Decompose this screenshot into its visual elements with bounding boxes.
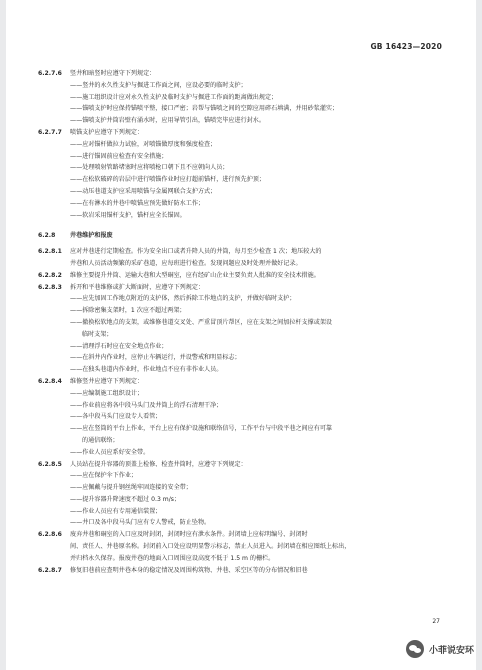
watermark-text: 小菲说安环 bbox=[428, 645, 474, 656]
list-item: ——动压巷道支护应采用喷锚与金属网联合支护方式； bbox=[70, 187, 217, 195]
clause-number: 6.2.8.4 bbox=[38, 377, 62, 385]
list-item: ——拆除密集支架时，1 次应不超过两架； bbox=[70, 307, 186, 315]
list-item: ——各中段马头门应设专人看管； bbox=[70, 413, 162, 421]
clause-line bbox=[38, 127, 442, 139]
list-item: ——应佩戴与提升钢丝绳牢固连接的安全带； bbox=[70, 484, 192, 492]
list-item: ——锚喷支护时应保持锚喷平整，接口严密；岩帮与锚喷之间的空隙应用碎石填满，并用砂浆灌实； bbox=[70, 105, 339, 113]
clause-line bbox=[38, 459, 442, 471]
clause-number: 6.2.8.7 bbox=[38, 566, 62, 574]
clause-number: 6.2.8.2 bbox=[38, 271, 62, 279]
list-item: ——在斜井内作业时，应停止车辆运行，并设警戒和明显标志； bbox=[70, 354, 241, 362]
wechat-icon bbox=[406, 640, 424, 658]
clause-text: 修复旧巷前应查明井巷本身的稳定情况及周围构筑物、井巷、采空区等的分布情况和旧巷 bbox=[70, 566, 308, 574]
list-item: ——锚喷支护井筒岩壁有涌水时，应用导管引出，锚喷完毕应进行封水。 bbox=[70, 117, 265, 125]
clause-text: 应对井巷进行定期检查。作为安全出口或者升降人员的井筒，每月至少检查 1 次；地压较大的 bbox=[70, 248, 322, 256]
continuation-line: 井巷和人员活动频繁的采矿巷道，应每班进行检查。发现问题应及时处理并做好记录。 bbox=[70, 259, 302, 267]
list-item: ——应先加固工作地点附近的支护体，然后拆除工作地点的支护，并做好临时支护； bbox=[70, 295, 296, 303]
list-item: ——作业人员应系好安全带。 bbox=[70, 448, 150, 456]
clause-line bbox=[38, 565, 442, 577]
list-item: ——应对锚杆做拉力试验，对喷锚做厚度和强度检查； bbox=[70, 140, 217, 148]
list-item: ——应在保护伞下作业； bbox=[70, 472, 138, 480]
clause-line bbox=[38, 270, 442, 282]
list-item: ——在独头巷道内作业时，作业地点不应有非作业人员。 bbox=[70, 366, 223, 374]
page-number: 27 bbox=[432, 618, 440, 625]
list-item: ——作业人员应有专用通信装置； bbox=[70, 507, 162, 515]
list-item: ——处理喷射管路堵塞时应将喷枪口朝下且不应朝向人员； bbox=[70, 164, 229, 172]
list-item: ——在有淋水的井巷中喷锚应预先做好防水工作； bbox=[70, 199, 205, 207]
list-item: ——井口及各中段马头门应有专人警戒，防止坠物。 bbox=[70, 519, 211, 527]
clause-number: 6.2.7.7 bbox=[38, 128, 62, 136]
list-item: ——应编制施工组织设计； bbox=[70, 389, 144, 397]
document-page bbox=[6, 0, 476, 670]
clause-number: 6.2.8.6 bbox=[38, 531, 62, 539]
clause-number: 6.2.8.3 bbox=[38, 283, 62, 291]
list-item: ——施工组织设计应对永久性支护及临时支护与掘进工作面的距离做出规定； bbox=[70, 93, 278, 101]
clause-number: 6.2.8.5 bbox=[38, 460, 62, 468]
clause-text: 维修竖井应遵守下列规定： bbox=[70, 377, 144, 385]
clause-text: 人员站在提升容器的顶盖上检修、检查井筒时，应遵守下列规定： bbox=[70, 460, 247, 468]
clause-line bbox=[38, 282, 442, 294]
clause-text: 竖井和暗竖时应遵守下列规定： bbox=[70, 70, 156, 77]
clause-text: 维修主要提升井筒、运输大巷和大型硐室，应有经矿山企业主要负责人批准的安全技术措施。 bbox=[70, 271, 320, 279]
clause-text: 拆开和平巷维修或扩大断面时，应遵守下列规定： bbox=[70, 283, 205, 291]
clause-text: 喷锚支护应遵守下列规定： bbox=[70, 128, 144, 136]
continuation-line: 间、责任人、井巷原名称。封闭前入口处应设明显警示标志，禁止人员进入。封闭墙在相应图纸上标出， bbox=[70, 543, 351, 551]
document-body bbox=[38, 68, 442, 576]
list-item: ——撤换松软地点的支架，或维修巷道交叉处、严重冒顶片帮区，应在支架之间加拉杆支撑或架设 bbox=[70, 318, 333, 326]
clause-number: 6.2.8.1 bbox=[38, 248, 62, 256]
continuation-line: 的通信联络； bbox=[82, 436, 119, 444]
clause-text: 井巷维护和报废 bbox=[70, 232, 113, 240]
clause-line bbox=[38, 68, 442, 80]
clause-number: 6.2.7.6 bbox=[38, 70, 62, 77]
list-item: ——作业前应将各中段马头门及井筒上的浮石清理干净； bbox=[70, 401, 223, 409]
list-item: ——提升容器升降速度不超过 0.3 m/s； bbox=[70, 495, 181, 503]
list-item: ——应在竖筒的平台上作业，平台上应有保护设施和联络信号，工作平台与中段平巷之间应有可靠 bbox=[70, 425, 333, 433]
clause-line bbox=[38, 529, 442, 541]
watermark bbox=[406, 640, 474, 658]
section-heading bbox=[38, 230, 442, 242]
section-gap bbox=[38, 221, 442, 226]
list-item: ——清理浮石时应在安全地点作业； bbox=[70, 342, 168, 350]
list-item: ——竖井的永久性支护与掘进工作面之间，应设必要的临时支护； bbox=[70, 81, 247, 89]
continuation-line: 临时支架； bbox=[82, 330, 113, 338]
list-item: ——软岩采用锚杆支护，锚杆应全长锚固。 bbox=[70, 211, 186, 219]
list-item: ——进行锚固前应检查有安全措施； bbox=[70, 152, 168, 160]
standard-number: GB 16423—2020 bbox=[370, 42, 442, 51]
list-item: ——在松软破碎的岩层中进行喷锚作业时应打超前锚杆，进行预先护顶； bbox=[70, 176, 265, 184]
clause-text: 废弃井巷和硐室的入口应及时封闭，封闭时应有泄水条件。封闭墙上应标明编号、封闭时 bbox=[70, 531, 308, 539]
continuation-line: 并归档永久保存。报废井巷的地面入口周围应设高度不低于 1.5 m 的栅栏。 bbox=[70, 554, 275, 562]
clause-number: 6.2.8 bbox=[38, 232, 56, 240]
clause-line bbox=[38, 376, 442, 388]
clause-line bbox=[38, 246, 442, 258]
